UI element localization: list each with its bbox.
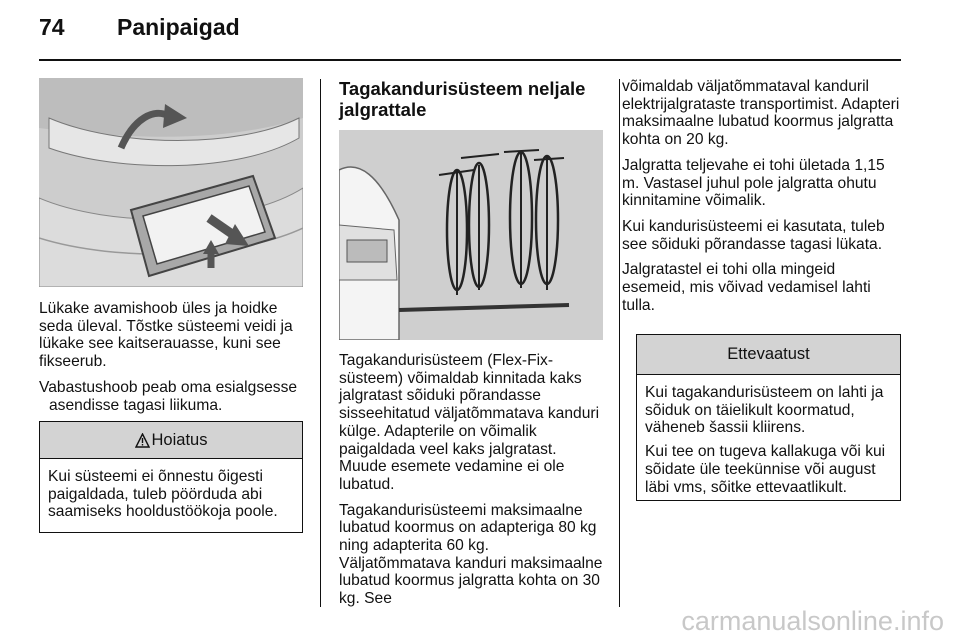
column-2 xyxy=(339,352,603,616)
loose-items-info: Jalgratastel ei tohi olla mingeid esemeid, mis võivad vedamisel lahti tulla. xyxy=(622,261,871,314)
stowing-info: Kui kandurisüsteemi ei kasutata, tuleb see sõiduki põrandasse tagasi lükata. xyxy=(622,217,885,253)
release-note: Vabastushoob peab oma esialgsesse asendisse tagasi liikuma. xyxy=(39,378,298,414)
carrier-description: Tagakandurisüsteem (Flex-Fix-süsteem) võimaldab kinnitada kaks jalgratast sõiduki põrandasse sisseehitatud väljatõmmatava kanduri külge. Adapterile on võimalik paigaldada veel kaks jalgratast. Muude esemete vedamine ei ole lubatud. xyxy=(339,352,600,493)
header-rule xyxy=(39,59,901,61)
wheelbase-info: Jalgratta teljevahe ei tohi ületada 1,15 m. Vastasel juhul pole jalgratta ohutu kinnitamine võimalik. xyxy=(622,156,885,210)
caution-box xyxy=(636,334,901,501)
column-1 xyxy=(39,300,303,422)
warning-body: Kui süsteemi ei õnnestu õigesti paigaldada, tuleb pöörduda abi saamiseks hooldustöökoja poole. xyxy=(48,468,278,521)
warning-heading xyxy=(40,422,302,459)
warning-triangle-icon xyxy=(135,425,150,461)
warning-heading-text: Hoiatus xyxy=(151,431,208,449)
section-heading: Tagakandurisüsteem neljale jalgrattale xyxy=(339,78,586,120)
page-number: 74 xyxy=(39,14,65,40)
electric-bike-info: võimaldab väljatõmmataval kanduril elektrijalgrataste transportimist. Adapteri maksimaalne lubatud koormus jalgratta kohta on 20 kg. xyxy=(622,78,900,149)
column-3 xyxy=(622,78,902,322)
caution-body xyxy=(637,375,900,506)
bicycle-carrier-illustration xyxy=(339,130,603,340)
bumper-carrier-illustration xyxy=(39,78,303,287)
image-caption: Lükake avamishoob üles ja hoidke seda üleval. Tõstke süsteemi veidi ja lükake see kaitserauasse, kuni see fikseerub. xyxy=(39,300,293,371)
column-divider-2 xyxy=(619,79,620,607)
warning-box xyxy=(39,421,303,533)
caution-heading: Ettevaatust xyxy=(637,335,900,375)
caution-text-2: Kui tee on tugeva kallakuga või kui sõidate üle teekünnise või august läbi vms, sõitke ettevaatlikult. xyxy=(645,443,886,496)
caution-text-1: Kui tagakandurisüsteem on lahti ja sõiduk on täielikult koormatud, väheneb šassii kliirens. xyxy=(645,384,884,437)
section-title: Panipaigad xyxy=(117,14,240,40)
carrier-load-limits: Tagakandurisüsteemi maksimaalne lubatud koormus on adapteriga 80 kg ning adapterita 60 kg. Väljatõmmatava kanduri maksimaalne lubatud koormus jalgratta kohta on 30 kg. See xyxy=(339,501,603,608)
column-divider-1 xyxy=(320,79,321,607)
watermark: carmanualsonline.info xyxy=(681,606,944,636)
